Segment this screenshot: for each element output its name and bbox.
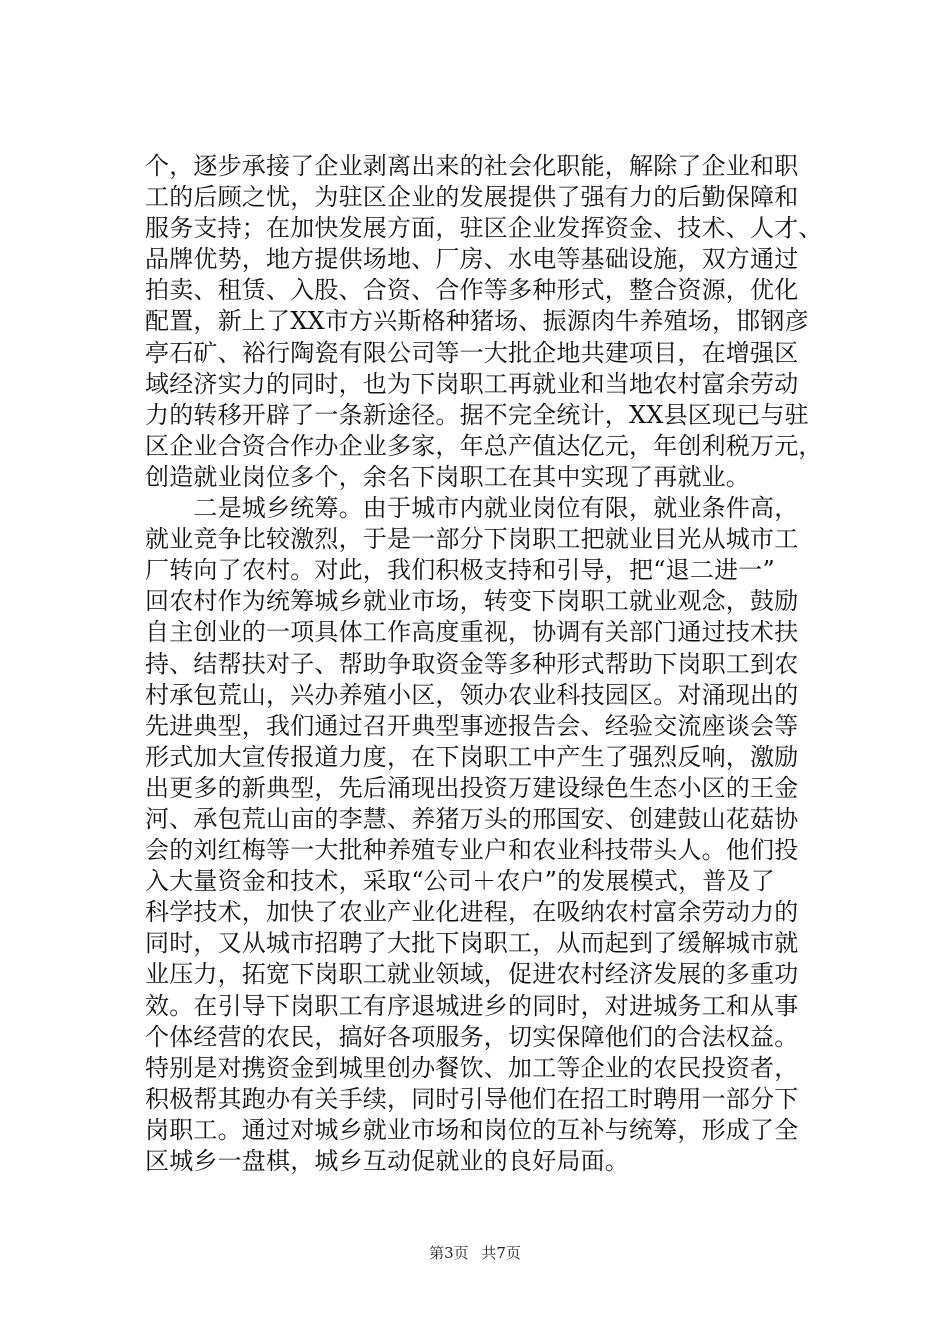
text-line: 村承包荒山，兴办养殖小区，领办农业科技园区。对涌现出的 <box>145 680 799 709</box>
text-line: 个，逐步承接了企业剥离出来的社会化职能，解除了企业和职 <box>145 152 799 180</box>
text-line: 品牌优势，地方提供场地、厂房、水电等基础设施，双方通过 <box>145 245 799 274</box>
text-line: 先进典型，我们通过召开典型事迹报告会、经验交流座谈会等 <box>145 711 799 740</box>
text-line: 效。在引导下岗职工有序退城进乡的同时，对进城务工和从事 <box>145 991 799 1020</box>
text-line: 科学技术，加快了农业产业化进程，在吸纳农村富余劳动力的 <box>145 898 799 927</box>
text-line: 区城乡一盘棋，城乡互动促就业的良好局面。 <box>145 1147 629 1175</box>
text-line: 积极帮其跑办有关手续，同时引导他们在招工时聘用一部分下 <box>145 1084 799 1113</box>
text-line: 持、结帮扶对子、帮助争取资金等多种形式帮助下岗职工到农 <box>145 649 799 678</box>
text-line: 厂转向了农村。对此，我们积极支持和引导，把“退二进一” <box>145 556 775 585</box>
text-line: 亭石矿、裕行陶瓷有限公司等一大批企地共建项目，在增强区 <box>145 338 799 367</box>
text-line: 回农村作为统筹城乡就业市场，转变下岗职工就业观念，鼓励 <box>145 587 799 616</box>
text-line: 特别是对携资金到城里创办餐饮、加工等企业的农民投资者， <box>145 1053 799 1082</box>
text-line: 力的转移开辟了一条新途径。据不完全统计，XX县区现已与驻 <box>145 400 809 429</box>
text-line: 出更多的新典型，先后涌现出投资万建设绿色生态小区的王金 <box>145 773 799 802</box>
text-line: 工的后顾之忧，为驻区企业的发展提供了强有力的后勤保障和 <box>145 183 799 212</box>
text-line: 二是城乡统筹。由于城市内就业岗位有限，就业条件高， <box>145 494 799 523</box>
text-line: 河、承包荒山亩的李慧、养猪万头的邢国安、创建鼓山花菇协 <box>145 804 799 833</box>
page-total: 共7页 <box>481 1244 521 1262</box>
text-line: 域经济实力的同时，也为下岗职工再就业和当地农村富余劳动 <box>145 369 799 398</box>
text-line: 配置，新上了XX市方兴斯格种猪场、振源肉牛养殖场，邯钢彦 <box>145 307 809 336</box>
text-line: 同时，又从城市招聘了大批下岗职工，从而起到了缓解城市就 <box>145 929 799 958</box>
text-line: 区企业合资合作办企业多家，年总产值达亿元，年创利税万元， <box>145 431 823 460</box>
text-line: 个体经营的农民，搞好各项服务，切实保障他们的合法权益。 <box>145 1022 799 1051</box>
text-line: 岗职工。通过对城乡就业市场和岗位的互补与统筹，形成了全 <box>145 1115 799 1144</box>
text-line: 创造就业岗位多个，余名下岗职工在其中实现了再就业。 <box>145 462 750 491</box>
text-line: 服务支持；在加快发展方面，驻区企业发挥资金、技术、人才、 <box>145 214 823 243</box>
text-line: 会的刘红梅等一大批种养殖专业户和农业科技带头人。他们投 <box>145 836 799 865</box>
page-number: 第3页 <box>429 1244 469 1262</box>
text-line: 自主创业的一项具体工作高度重视，协调有关部门通过技术扶 <box>145 618 799 647</box>
page-footer <box>0 1243 950 1263</box>
text-line: 形式加大宣传报道力度，在下岗职工中产生了强烈反响，激励 <box>145 742 799 771</box>
text-line: 拍卖、租赁、入股、合资、合作等多种形式，整合资源，优化 <box>145 276 799 305</box>
text-line: 业压力，拓宽下岗职工就业领域，促进农村经济发展的多重功 <box>145 960 799 989</box>
body-text <box>145 151 825 1177</box>
text-line: 就业竞争比较激烈，于是一部分下岗职工把就业目光从城市工 <box>145 525 799 554</box>
text-line: 入大量资金和技术，采取“公司＋农户”的发展模式，普及了 <box>145 867 775 896</box>
